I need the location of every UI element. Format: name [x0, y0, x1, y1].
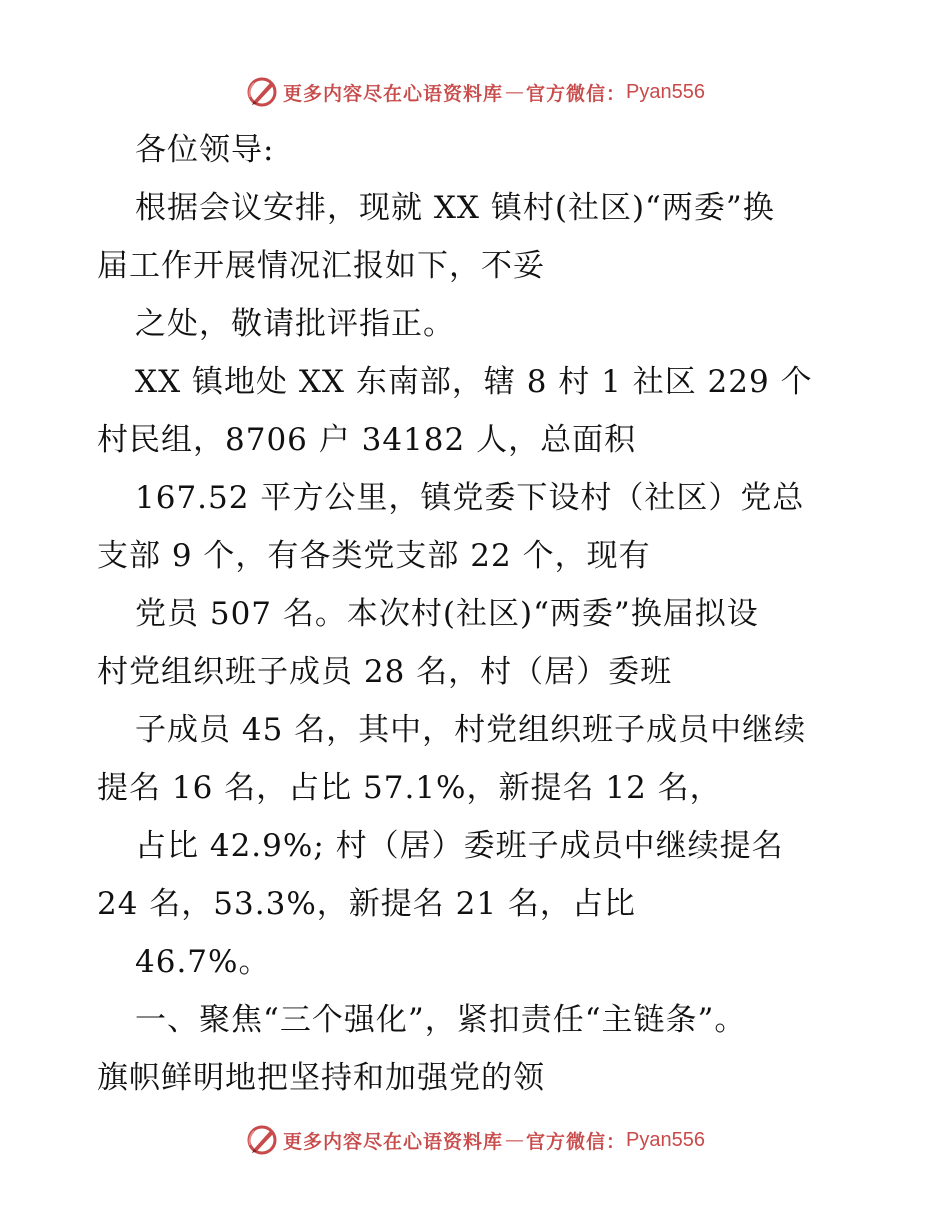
pen-in-circle-icon	[245, 75, 279, 109]
footer-watermark-banner	[0, 1120, 950, 1160]
banner-wechat-label: 官方微信：	[526, 1130, 627, 1153]
text-line: 子成员 45 名，其中，村党组织班子成员中继续	[135, 712, 807, 748]
text-line: 村党组织班子成员 28 名，村（居）委班	[97, 654, 673, 690]
text-line: XX 镇地处 XX 东南部，辖 8 村 1 社区 229 个	[135, 364, 813, 400]
text-line: 167.52 平方公里，镇党委下设村（社区）党总	[135, 480, 805, 516]
text-line: 村民组，8706 户 34182 人，总面积	[97, 422, 637, 458]
banner-main-text: 更多内容尽在心语资料库	[283, 1130, 504, 1153]
text-line: 旗帜鲜明地把坚持和加强党的领	[97, 1060, 545, 1096]
text-line: 根据会议安排，现就 XX 镇村(社区)“两委”换	[135, 190, 775, 226]
text-line: 支部 9 个，有各类党支部 22 个，现有	[97, 538, 651, 574]
banner-separator: —	[505, 81, 525, 103]
text-line: 46.7%。	[135, 944, 271, 980]
text-line: 之处，敬请批评指正。	[135, 306, 455, 342]
text-line: 党员 507 名。本次村(社区)“两委”换届拟设	[135, 596, 759, 632]
document-body	[97, 121, 887, 1107]
pen-in-circle-icon	[245, 1123, 279, 1157]
text-line: 提名 16 名，占比 57.1%，新提名 12 名，	[97, 770, 722, 806]
banner-separator: —	[505, 1129, 525, 1151]
banner-wechat-id: Pyan556	[626, 80, 705, 103]
text-line: 占比 42.9%; 村（居）委班子成员中继续提名	[135, 828, 784, 864]
header-watermark-banner	[0, 72, 950, 112]
banner-wechat-label: 官方微信：	[526, 82, 627, 105]
text-line: 各位领导:	[135, 132, 275, 168]
text-line: 一、聚焦“三个强化”，紧扣责任“主链条”。	[135, 1002, 747, 1038]
banner-main-text: 更多内容尽在心语资料库	[283, 82, 504, 105]
text-line: 24 名，53.3%，新提名 21 名，占比	[97, 886, 636, 922]
text-line: 届工作开展情况汇报如下，不妥	[97, 248, 545, 284]
banner-wechat-id: Pyan556	[626, 1128, 705, 1151]
